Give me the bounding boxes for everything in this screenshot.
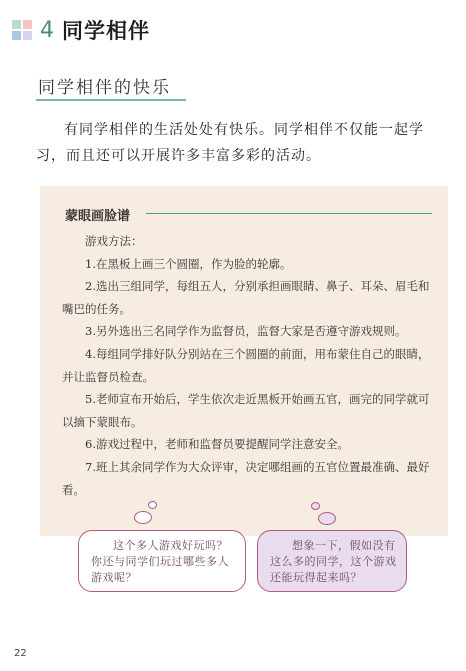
chapter-squares-icon xyxy=(12,20,34,40)
thought-dot-small xyxy=(148,501,157,509)
page-number: 22 xyxy=(14,648,27,659)
activity-line: 游戏方法： xyxy=(85,234,143,248)
thought-dot-small xyxy=(311,502,320,510)
thought-bubble-left xyxy=(78,530,246,592)
activity-line: 5.老师宣布开始后，学生依次走近黑板开始画五官，画完的同学就可以摘下蒙眼布。 xyxy=(62,392,430,429)
chapter-number: 4 xyxy=(40,17,54,43)
activity-line: 6.游戏过程中，老师和监督员要提醒同学注意安全。 xyxy=(85,437,349,452)
thought-bubble-text: 想象一下，假如没有这么多的同学，这个游戏还能玩得起来吗？ xyxy=(270,539,397,584)
activity-line: 3.另外选出三名同学作为监督员，监督大家是否遵守游戏规则。 xyxy=(85,324,407,339)
activity-title-rule xyxy=(146,213,432,214)
activity-title: 蒙眼画脸谱 xyxy=(65,209,131,224)
thought-dot-large xyxy=(134,511,152,524)
chapter-header xyxy=(12,12,150,48)
activity-line: 1.在黑板上画三个圆圈，作为脸的轮廓。 xyxy=(85,256,292,271)
activity-box xyxy=(40,186,448,536)
activity-line: 7.班上其余同学作为大众评审，决定哪组画的五官位置最准确、最好看。 xyxy=(62,459,430,497)
thought-bubble-text: 这个多人游戏好玩吗？你还与同学们玩过哪些多人游戏呢？ xyxy=(91,539,229,584)
activity-body xyxy=(62,230,432,501)
section-title: 同学相伴的快乐 xyxy=(38,78,171,98)
thought-dot-large xyxy=(318,512,336,525)
thought-bubble-right xyxy=(257,530,407,592)
activity-line: 4.每组同学排好队分别站在三个圆圈的前面，用布蒙住自己的眼睛，并让监督员检查。 xyxy=(62,346,430,384)
intro-paragraph: 有同学相伴的生活处处有快乐。同学相伴不仅能一起学习，而且还可以开展许多丰富多彩的活动。 xyxy=(36,122,424,164)
section-underline xyxy=(36,99,186,101)
activity-line: 2.选出三组同学，每组五人，分别承担画眼睛、鼻子、耳朵、眉毛和嘴巴的任务。 xyxy=(62,279,430,316)
chapter-title: 同学相伴 xyxy=(62,19,150,43)
